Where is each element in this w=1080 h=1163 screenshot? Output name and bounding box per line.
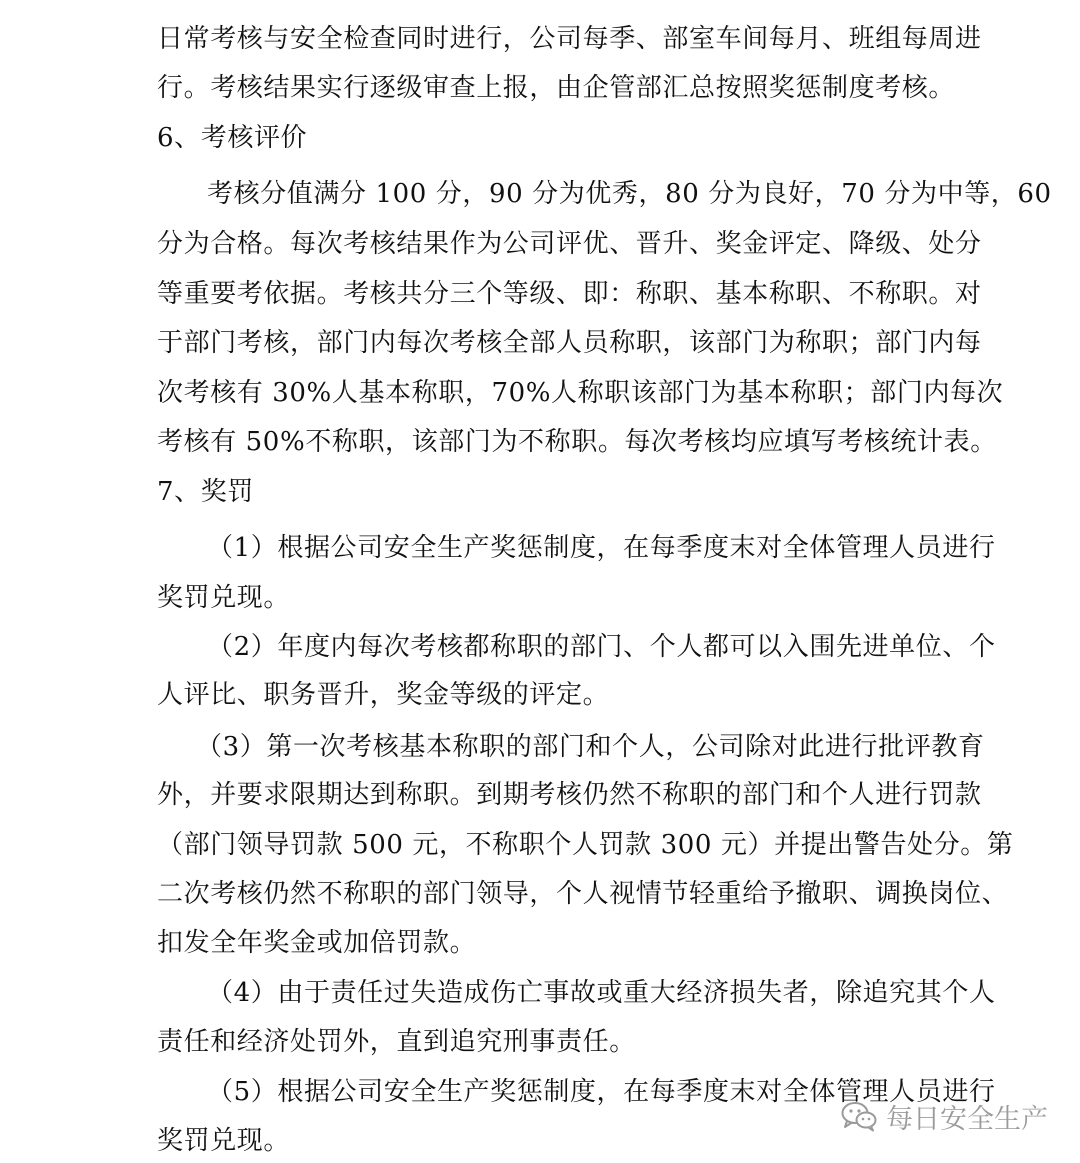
text-line: 等重要考依据。考核共分三个等级、即：称职、基本称职、不称职。对 [157, 279, 982, 309]
text-line: 考核有 50%不称职，该部门为不称职。每次考核均应填写考核统计表。 [157, 427, 997, 457]
text-line: 日常考核与安全检查同时进行，公司每季、部室车间每月、班组每周进 [157, 24, 982, 54]
text-line: （3）第一次考核基本称职的部门和个人，公司除对此进行批评教育 [196, 732, 985, 762]
wechat-icon [840, 1100, 878, 1132]
section-heading: 6、考核评价 [157, 123, 308, 153]
text-line: （1）根据公司安全生产奖惩制度，在每季度末对全体管理人员进行 [207, 533, 996, 563]
text-line: 扣发全年奖金或加倍罚款。 [157, 928, 477, 958]
text-line: 二次考核仍然不称职的部门领导，个人视情节轻重给予撤职、调换岗位、 [157, 879, 1009, 909]
text-line: 责任和经济处罚外，直到追究刑事责任。 [157, 1027, 636, 1057]
section-heading: 7、奖罚 [157, 477, 254, 507]
text-line: 奖罚兑现。 [157, 583, 291, 613]
text-line: （2）年度内每次考核都称职的部门、个人都可以入围先进单位、个 [207, 632, 996, 662]
watermark [840, 1096, 1048, 1136]
text-line: （5）根据公司安全生产奖惩制度，在每季度末对全体管理人员进行 [207, 1077, 996, 1107]
text-line: （4）由于责任过失造成伤亡事故或重大经济损失者，除追究其个人 [207, 978, 996, 1008]
text-line: 分为合格。每次考核结果作为公司评优、晋升、奖金评定、降级、处分 [157, 229, 982, 259]
text-line: 奖罚兑现。 [157, 1126, 291, 1156]
text-line: 人评比、职务晋升，奖金等级的评定。 [157, 680, 610, 710]
text-line: 次考核有 30%人基本称职，70%人称职该部门为基本称职；部门内每次 [157, 378, 1004, 408]
watermark-text: 每日安全生产 [886, 1103, 1048, 1135]
text-line: 行。考核结果实行逐级审查上报，由企管部汇总按照奖惩制度考核。 [157, 73, 956, 103]
text-line: （部门领导罚款 500 元，不称职个人罚款 300 元）并提出警告处分。第 [157, 830, 1014, 860]
text-line: 外，并要求限期达到称职。到期考核仍然不称职的部门和个人进行罚款 [157, 780, 982, 810]
text-line: 考核分值满分 100 分，90 分为优秀，80 分为良好，70 分为中等，60 [207, 179, 1052, 209]
text-line: 于部门考核，部门内每次考核全部人员称职，该部门为称职；部门内每 [157, 328, 982, 358]
